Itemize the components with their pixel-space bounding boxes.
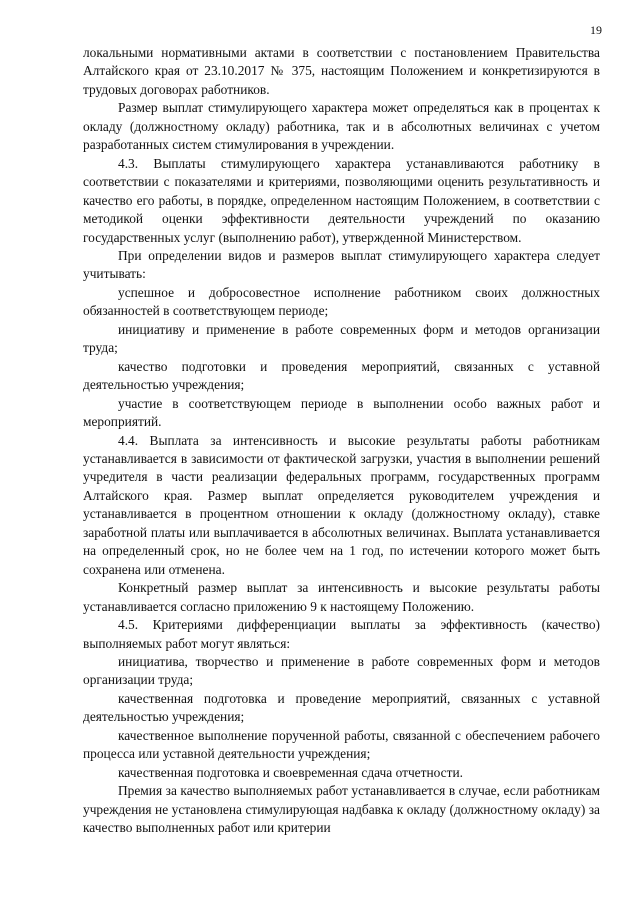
list-item-assigned-work: качественное выполнение порученной работы, связанной с обеспечением рабочего процесса или уставной деятельности учреждения;: [83, 727, 600, 762]
document-body: [83, 44, 600, 837]
paragraph-consider-intro: При определении видов и размеров выплат стимулирующего характера следует учитывать:: [83, 247, 600, 282]
paragraph-payment-size: Размер выплат стимулирующего характера может определяться как в процентах к окладу (должностному окладу) работника, так и в абсолютных величинах с учетом разработанных систем стимулирования в учреждении.: [83, 100, 600, 153]
paragraph-4-5: 4.5. Критериями дифференциации выплаты за эффективность (качество) выполняемых работ могут являться:: [83, 617, 600, 651]
list-item-creativity: инициатива, творчество и применение в работе современных форм и методов организации труда;: [83, 653, 600, 688]
paragraph-4-3: 4.3. Выплаты стимулирующего характера устанавливаются работнику в соответствии с показателями и критериями, позволяющими оценить результативность и качество его работы, в порядке, определенном настоящим Положением, в соответствии с методикой оценки эффективности деятельности учреждений по оказанию государственных услуг (выполнению работ), утвержденной Министерством.: [83, 155, 600, 245]
paragraph-quality-bonus: Премия за качество выполняемых работ устанавливается в случае, если работникам учреждения не установлена стимулирующая надбавка к окладу (должностному окладу) за качество выполненных работ или критерии: [83, 783, 600, 836]
list-item-quality-events: качественная подготовка и проведение мероприятий, связанных с уставной деятельностью учреждения;: [83, 690, 600, 725]
page-number: 19: [590, 23, 602, 37]
list-item-initiative: инициативу и применение в работе современных форм и методов организации труда;: [83, 321, 600, 356]
list-item-duties: успешное и добросовестное исполнение работником своих должностных обязанностей в соответствующем периоде;: [83, 284, 600, 319]
paragraph-4-4: 4.4. Выплата за интенсивность и высокие результаты работы работникам устанавливается в зависимости от фактической загрузки, участия в выполнении решений учредителя в части реализации федеральных программ, государственных программ Алтайского края. Размер выплат определяется руководителем учреждения и устанавливается в процентном отношении к окладу (должностному окладу), ставке заработной платы или выплачивается в абсолютных величинах. Выплата устанавливается на определенный срок, но не более чем на 1 год, по истечении которого может быть сохранена или отменена.: [83, 432, 600, 577]
paragraph-continuation: локальными нормативными актами в соответствии с постановлением Правительства Алтайского края от 23.10.2017 № 375, настоящим Положением и конкретизируются в трудовых договорах работников.: [83, 45, 600, 97]
list-item-reporting: качественная подготовка и своевременная сдача отчетности.: [118, 764, 463, 780]
paragraph-specific-size: Конкретный размер выплат за интенсивность и высокие результаты работы устанавливается согласно приложению 9 к настоящему Положению.: [83, 580, 600, 614]
list-item-events-quality: качество подготовки и проведения мероприятий, связанных с уставной деятельностью учреждения;: [83, 358, 600, 393]
list-item-important-work: участие в соответствующем периоде в выполнении особо важных работ и мероприятий.: [83, 395, 600, 430]
